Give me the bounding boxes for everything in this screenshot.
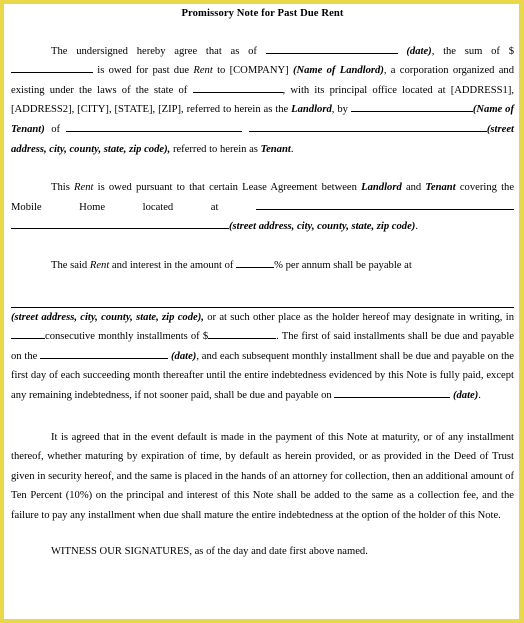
tenant-address-blank-2[interactable]: [249, 121, 487, 132]
installments-count-blank[interactable]: [11, 328, 45, 339]
mobile-home-address-blank[interactable]: [256, 199, 514, 210]
first-payment-date-blank[interactable]: [40, 348, 168, 359]
paragraph-parties: The undersigned hereby agree that as of (date), the sum of $ is owed for past due Rent to [COMPANY] (Name of Landlord), a corporation organized and existing under the laws of the state of , with its principal office located at [ADDRESS1], [ADDRESS2], [CITY], [STATE], [ZIP], referred to herein as the Landlord, by (Name of Tenant) of (street address, city, county, state, zip code), referred to herein as Tenant.: [11, 42, 514, 160]
payment-address-blank[interactable]: [11, 295, 514, 308]
paragraph-lease: This Rent is owed pursuant to that certain Lease Agreement between Landlord and Tenant covering the Mobile Home located at (street address, city, county, state, zip code).: [11, 182, 515, 233]
state-blank[interactable]: [193, 82, 283, 93]
paragraph-default: It is agreed that in the event default is made in the payment of this Note at maturity, or of any installment thereof, whether maturing by expiration of time, by default as herein provided, or as provided in the Deed of Trust given in security hereof, and the same is placed in the hands of an attorney for collection, then an additional amount of Ten Percent (10%) on the principal and interest of this Note shall be added to the same as a collection fee, and the failure to pay any installment when due shall mature the entire indebtedness at the option of the holder of this Note.: [11, 431, 514, 521]
tenant-address-blank[interactable]: [66, 121, 242, 132]
installment-amount-blank[interactable]: [208, 328, 276, 339]
interest-rate-blank[interactable]: [236, 257, 274, 268]
paragraph-witness: WITNESS OUR SIGNATURES, as of the day and date first above named.: [51, 546, 368, 558]
amount-blank[interactable]: [11, 62, 93, 73]
final-payment-date-blank[interactable]: [334, 387, 450, 398]
paragraph-interest: The said Rent and interest in the amount of % per annum shall be payable at: [11, 256, 514, 276]
mobile-home-address-blank-2[interactable]: [11, 218, 229, 229]
tenant-name-blank[interactable]: [351, 101, 473, 112]
date-blank[interactable]: [266, 43, 398, 54]
document-title: Promissory Note for Past Due Rent: [181, 8, 344, 19]
paragraph-payment: (street address, city, county, state, zip code), or at such other place as the holder hereof may designate in writing, in consecutive monthly installments of $ . The first of said installments shall be due and payable on the (date), and each subsequent monthly installment shall be due and payable on the first day of each succeeding month thereafter until the entire indebtedness evidenced by this Note is fully paid, except any remaining indebtedness, if not sooner paid, shall be due and payable on (date).: [11, 295, 514, 406]
document-page: [11, 4, 514, 562]
